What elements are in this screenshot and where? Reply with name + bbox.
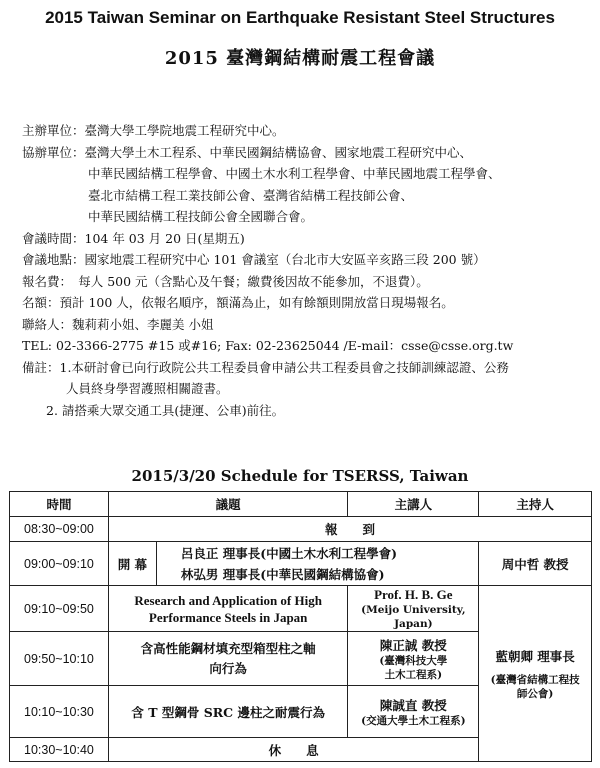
time-cell: 10:10~10:30 [10, 686, 109, 738]
speaker-affiliation: (交通大學土木工程系) [361, 714, 466, 727]
table-header-row [10, 492, 592, 517]
speaker-cell [348, 586, 479, 632]
header-speaker: 主講人 [348, 492, 479, 517]
event-info [22, 120, 594, 421]
note-line: 人員終身學習護照相關證書。 [66, 381, 229, 396]
quota-line: 名額：預計 100 人，依報名順序，額滿為止，如有餘額則開放當日現場報名。 [22, 295, 454, 310]
table-row [10, 586, 592, 632]
topic-line: Research and Application of High [134, 592, 322, 608]
co-organizer-line: 協辦單位：臺灣大學土木工程系、中華民國鋼結構協會、國家地震工程研究中心、 [22, 144, 473, 160]
tel-line: TEL: 02-3366-2775 #15 或#16; Fax: 02-23625044 /E-mail：csse@csse.org.tw [22, 338, 514, 353]
opening-label: 開 幕 [108, 542, 156, 586]
opening-speaker: 林弘男 理事長(中華民國鋼結構協會) [156, 564, 478, 586]
host-affiliation: 師公會) [516, 687, 554, 700]
time-cell: 09:50~10:10 [10, 632, 109, 686]
topic-line: 向行為 [209, 660, 247, 676]
speaker-affiliation: (Meijo University, Japan) [361, 604, 466, 630]
date-line: 會議時間：104 年 03 月 20 日(星期五) [22, 230, 245, 246]
co-organizer-line: 中華民國結構工程學會、中國土木水利工程學會、中華民國地震工程學會、 [88, 166, 501, 181]
contact-line: 聯絡人：魏莉莉小姐、李麗美 小姐 [22, 316, 214, 332]
title-chinese: 2015 臺灣鋼結構耐震工程會議 [164, 48, 436, 69]
time-cell: 08:30~09:00 [10, 517, 109, 542]
speaker-name: Prof. H. B. Ge [374, 587, 453, 602]
time-cell: 09:00~09:10 [10, 542, 109, 586]
header-host: 主持人 [479, 492, 592, 517]
time-cell: 10:30~10:40 [10, 738, 109, 762]
time-cell: 09:10~09:50 [10, 586, 109, 632]
speaker-affiliation: 土木工程系) [384, 668, 443, 681]
table-row [10, 542, 592, 564]
table-row [10, 517, 592, 542]
topic-line: Performance Steels in Japan [148, 609, 308, 625]
note-line: 2. 請搭乘大眾交通工具(捷運、公車)前往。 [46, 402, 285, 418]
speaker-name: 陳誠直 教授 [379, 697, 447, 713]
venue-line: 會議地點：國家地震工程研究中心 101 會議室（台北市大安區辛亥路三段 200 號） [22, 252, 486, 267]
break-cell: 休 息 [108, 738, 478, 762]
host-affiliation: (臺灣省結構工程技 [490, 673, 580, 686]
title-english: 2015 Taiwan Seminar on Earthquake Resistant Steel Structures [45, 8, 555, 27]
host-name: 藍朝卿 理事長 [495, 648, 575, 664]
schedule-title: 2015/3/20 Schedule for TSERSS, Taiwan [131, 467, 469, 485]
schedule-table [9, 491, 592, 762]
speaker-name: 陳正誠 教授 [379, 637, 447, 653]
organizer-line: 主辦單位：臺灣大學工學院地震工程研究中心。 [22, 123, 285, 138]
registration-cell: 報 到 [108, 517, 591, 542]
host-cell: 周中哲 教授 [479, 542, 592, 586]
co-organizer-line: 中華民國結構工程技師公會全國聯合會。 [88, 209, 314, 224]
topic-line: 含高性能鋼材填充型箱型柱之軸 [140, 640, 316, 656]
topic-cell [108, 632, 348, 686]
speaker-affiliation: (臺灣科技大學 [379, 654, 448, 667]
header-time: 時間 [10, 492, 109, 517]
speaker-cell [348, 632, 479, 686]
speaker-cell [348, 686, 479, 738]
host-cell [479, 586, 592, 762]
fee-line: 報名費： 每人 500 元（含點心及午餐；繳費後因故不能參加，不退費）。 [22, 273, 429, 289]
topic-cell: 含 T 型鋼骨 SRC 邊柱之耐震行為 [108, 686, 348, 738]
topic-cell [108, 586, 348, 632]
header-topic: 議題 [108, 492, 348, 517]
opening-speaker: 呂良正 理事長(中國土木水利工程學會) [156, 542, 478, 564]
note-line: 備註：1.本研討會已向行政院公共工程委員會申請公共工程委員會之技師訓練認證、公務 [22, 359, 509, 375]
co-organizer-line: 臺北市結構工程工業技師公會、臺灣省結構工程技師公會、 [88, 187, 414, 203]
